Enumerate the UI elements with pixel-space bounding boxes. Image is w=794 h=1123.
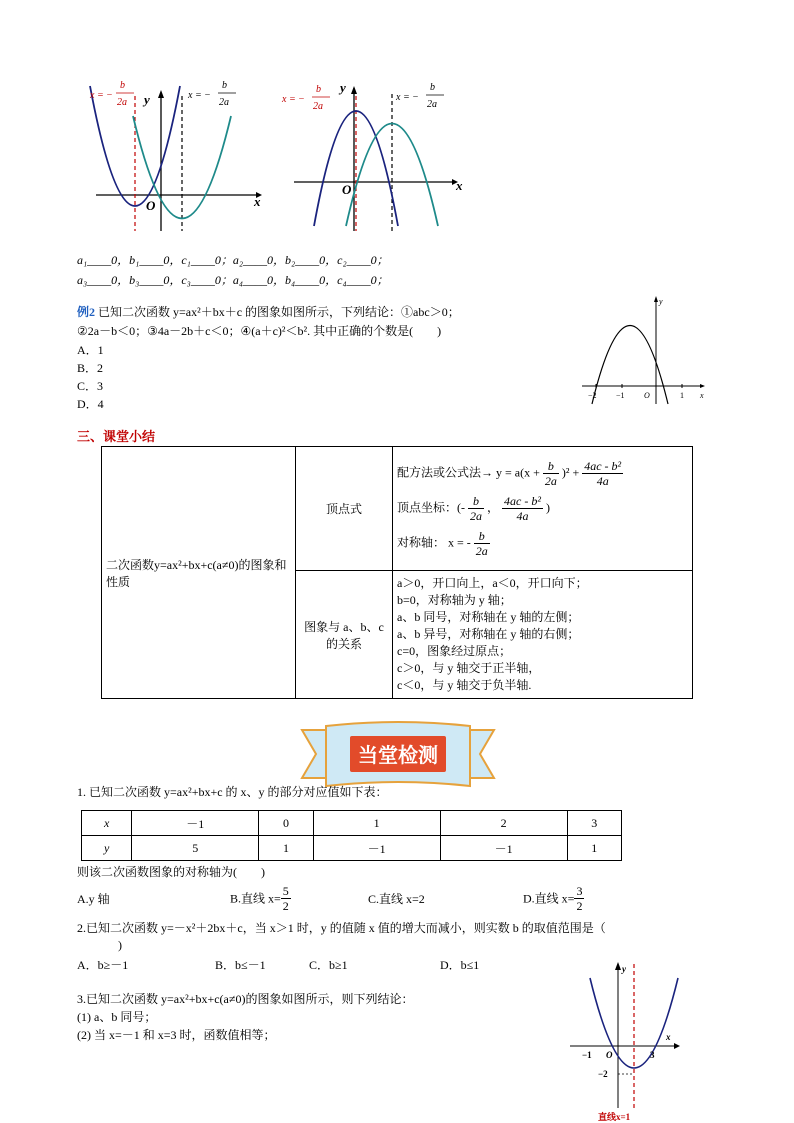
svg-text:−2: −2 xyxy=(588,391,597,400)
q3-line2: (1) a、b 同号； xyxy=(77,1010,157,1024)
den4: 2a xyxy=(427,99,437,110)
origin-label: O xyxy=(342,182,352,197)
svg-text:x: x xyxy=(666,1032,671,1042)
svg-text:y: y xyxy=(622,964,626,974)
q1-option-b: B.直线 x= $\frac{5}{2}$ xyxy=(230,884,289,913)
sym-label-right: x = − xyxy=(396,92,419,103)
q3-line3: (2) 当 x=－1 和 x=3 时，函数值相等； xyxy=(77,1028,276,1042)
q3-caption: 直线x=1 xyxy=(598,1112,631,1122)
q1-stem: 1. 已知二次函数 y=ax²+bx+c 的 x、y 的部分对应值如下表： xyxy=(77,785,388,799)
den3: 2a xyxy=(313,101,323,112)
sign-line-2: a₃____0，b₃____0，c₃____0；a₄____0，b₄____0，c₄____0； xyxy=(77,273,389,287)
summary-left-cell: 二次函数y=ax²+bx+c(a≠0)的图象和性质 xyxy=(102,447,296,699)
option-b: B．2 xyxy=(77,361,104,375)
q3-graph xyxy=(560,958,690,1123)
b1: b xyxy=(120,80,125,91)
q1-option-c: C.直线 x=2 xyxy=(368,892,425,906)
q1-table xyxy=(81,810,622,861)
table-row: y 5 1 －1 －1 1 xyxy=(82,836,622,861)
section-banner xyxy=(300,720,496,794)
example2-label: 例2 xyxy=(77,305,96,319)
q1-question: 则该二次函数图象的对称轴为( ) xyxy=(77,865,265,879)
relation-label: 图象与 a、b、c 的关系 xyxy=(296,571,393,699)
svg-text:O: O xyxy=(644,391,650,400)
svg-text:x: x xyxy=(700,391,704,400)
svg-text:−1: −1 xyxy=(582,1050,592,1060)
svg-text:−1: −1 xyxy=(616,391,625,400)
svg-text:1: 1 xyxy=(680,391,684,400)
svg-text:y: y xyxy=(659,297,663,306)
vertex-content: 配方法或公式法→ y = a(x + $\frac{b}{2a}$ )² + $\frac{\text{4ac - b²}}{4a}$ 顶点坐标：(- $\frac{b}{2a}$ ， $\frac{\text{4ac - b²}}{4a}$ ) 对称轴： x = - $\frac{b}{2a}$ xyxy=(393,447,693,571)
option-a: A．1 xyxy=(77,343,104,357)
svg-text:−2: −2 xyxy=(598,1069,608,1079)
b4: b xyxy=(430,82,435,93)
sign-line-1: a₁____0，b₁____0，c₁____0；a₂____0，b₂____0，c₂____0； xyxy=(77,253,389,267)
option-c: C．3 xyxy=(77,379,104,393)
vertex-label: 顶点式 xyxy=(296,447,393,571)
den2: 2a xyxy=(219,97,229,108)
q3-line1: 3.已知二次函数 y=ax²+bx+c(a≠0)的图象如图所示，则下列结论： xyxy=(77,992,414,1006)
q2-option-a: A．b≥－1 xyxy=(77,958,129,972)
table-row: x －1 0 1 2 3 xyxy=(82,811,622,836)
q2-option-c: C．b≥1 xyxy=(309,958,348,972)
example2-line2: ②2a－b＜0；③4a－2b＋c＜0；④(a＋c)²＜b². 其中正确的个数是( ) xyxy=(77,324,442,338)
axis-x-label: x xyxy=(456,178,463,193)
q1-option-a: A.y 轴 xyxy=(77,892,110,906)
example2-graph xyxy=(578,292,710,407)
svg-text:O: O xyxy=(606,1050,613,1060)
graph-2 xyxy=(280,76,470,236)
sym-label-left: x = − xyxy=(282,94,305,105)
axis-x-label: x xyxy=(254,194,261,209)
svg-text:3: 3 xyxy=(650,1050,655,1060)
graph-1 xyxy=(78,76,278,236)
sym-label-left: x = − xyxy=(90,90,113,101)
banner-title: 当堂检测 xyxy=(358,745,438,767)
q2-option-b: B．b≤－1 xyxy=(215,958,266,972)
origin-label: O xyxy=(146,198,156,213)
q2-line2: ) xyxy=(118,938,122,952)
sym-label-right: x = − xyxy=(188,90,211,101)
axis-y-label: y xyxy=(144,92,150,107)
q2-option-d: D．b≤1 xyxy=(440,958,480,972)
example2-line1: 例2 已知二次函数 y=ax²＋bx＋c 的图象如图所示，下列结论：①abc＞0； xyxy=(77,305,460,319)
summary-table xyxy=(101,446,693,699)
b3: b xyxy=(316,84,321,95)
q1-option-d: D.直线 x= $\frac{3}{2}$ xyxy=(523,884,583,913)
relation-content: a＞0，开口向上，a＜0，开口向下； b=0，对称轴为 y 轴； a、b 同号，对称轴在 y 轴的左侧； a、b 异号，对称轴在 y 轴的右侧； c=0，图象经过原点； c＞0，与 y 轴交于正半轴， c＜0，与 y 轴交于负半轴. xyxy=(393,571,693,699)
option-d: D．4 xyxy=(77,397,104,411)
q2-line1: 2.已知二次函数 y=－x²＋2bx＋c，当 x＞1 时，y 的值随 x 值的增大而减小，则实数 b 的取值范围是（ xyxy=(77,921,606,935)
axis-y-label: y xyxy=(340,80,346,95)
b2: b xyxy=(222,80,227,91)
den1: 2a xyxy=(117,97,127,108)
section3-title: 三、课堂小结 xyxy=(77,429,156,444)
